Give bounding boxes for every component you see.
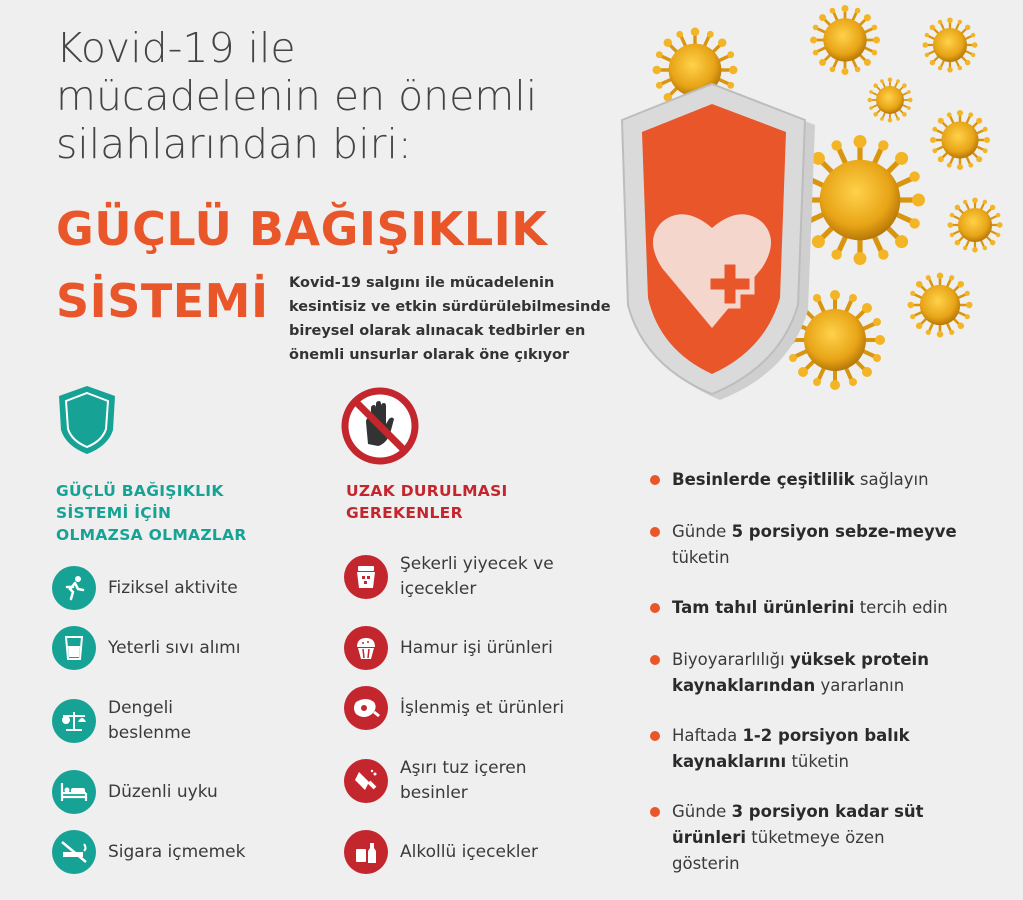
list-item [344, 756, 526, 806]
tip-item [650, 647, 929, 699]
tip-item [650, 467, 929, 493]
avoid-heading [346, 480, 508, 524]
tip-text [672, 723, 910, 775]
bullet-dot [650, 603, 660, 613]
tip-item [650, 799, 924, 877]
tip-line: Günde 3 porsiyon kadar süt [672, 802, 924, 821]
item-label: Sigara içmemek [108, 841, 246, 862]
list-item [344, 686, 564, 730]
title-line: SİSTEMİ [56, 274, 269, 328]
tip-line: ürünleri tüketmeye özen [672, 828, 885, 847]
heading-line: OLMAZSA OLMAZLAR [56, 526, 247, 544]
tip-line: kaynaklarından yararlanın [672, 676, 905, 695]
item-label: Aşırı tuz içeren besinler [400, 758, 527, 803]
list-item [344, 626, 553, 670]
item-label: Alkollü içecekler [400, 841, 538, 862]
list-item [52, 566, 238, 610]
tip-text [672, 647, 929, 699]
heading-line: GEREKENLER [346, 504, 463, 522]
tip-text [672, 519, 957, 571]
ham-icon [344, 686, 388, 730]
list-item [52, 770, 218, 814]
tip-item [650, 723, 910, 775]
item-label: Yeterli sıvı alımı [108, 637, 241, 658]
water-glass-icon [52, 626, 96, 670]
tip-line: Biyoyararlılığı yüksek protein [672, 650, 929, 669]
hero-illustration [600, 0, 1023, 420]
description [289, 271, 629, 367]
virus-cluster-icon [600, 0, 1023, 420]
bullet-dot [650, 731, 660, 741]
item-label: Düzenli uyku [108, 781, 218, 802]
balance-scale-icon [52, 699, 96, 743]
intro-text [56, 24, 616, 168]
tip-line: Günde 5 porsiyon sebze-meyve [672, 522, 957, 541]
running-icon [52, 566, 96, 610]
intro-line: mücadelenin en önemli [56, 72, 538, 120]
tip-line: Haftada 1-2 porsiyon balık [672, 726, 910, 745]
heading-line: SİSTEMİ İÇİN [56, 504, 172, 522]
item-label: Hamur işi ürünleri [400, 637, 553, 658]
list-item [344, 830, 538, 874]
tip-item [650, 595, 948, 621]
salt-shaker-icon [344, 759, 388, 803]
list-item [52, 830, 246, 874]
item-label: İşlenmiş et ürünleri [400, 697, 565, 718]
tip-line: Tam tahıl ürünlerini tercih edin [672, 598, 948, 617]
must-have-heading [56, 480, 247, 546]
stop-hand-icon [340, 386, 420, 466]
bullet-dot [650, 807, 660, 817]
heading-line: GÜÇLÜ BAĞIŞIKLIK [56, 482, 224, 500]
tip-line: Besinlerde çeşitlilik sağlayın [672, 470, 929, 489]
title-line: GÜÇLÜ BAĞIŞIKLIK [56, 202, 548, 256]
shield-icon [56, 384, 118, 456]
bullet-dot [650, 655, 660, 665]
intro-line: silahlarından biri: [56, 120, 412, 168]
heading-line: UZAK DURULMASI [346, 482, 508, 500]
bullet-dot [650, 475, 660, 485]
description-line: kesintisiz ve etkin sürdürülebilmesinde [289, 299, 611, 315]
tip-text [672, 467, 929, 493]
tip-line: tüketin [672, 548, 730, 567]
list-item [52, 696, 191, 746]
bed-icon [52, 770, 96, 814]
intro-line: Kovid-19 ile [56, 24, 296, 72]
list-item [344, 552, 554, 602]
description-line: bireysel olarak alınacak tedbirler en [289, 323, 586, 339]
description-line: önemli unsurlar olarak öne çıkıyor [289, 347, 570, 363]
tip-item [650, 519, 957, 571]
item-label: Şekerli yiyecek ve içecekler [400, 554, 554, 599]
no-smoking-icon [52, 830, 96, 874]
sugar-jar-icon [344, 555, 388, 599]
description-line: Kovid-19 salgını ile mücadelenin [289, 275, 555, 291]
tip-line: gösterin [672, 854, 740, 873]
item-label: Fiziksel aktivite [108, 577, 238, 598]
tip-text [672, 595, 948, 621]
alcohol-icon [344, 830, 388, 874]
item-label: Dengeli beslenme [108, 698, 192, 743]
tip-text [672, 799, 924, 877]
cupcake-icon [344, 626, 388, 670]
list-item [52, 626, 240, 670]
bullet-dot [650, 527, 660, 537]
tip-line: kaynaklarını tüketin [672, 752, 850, 771]
